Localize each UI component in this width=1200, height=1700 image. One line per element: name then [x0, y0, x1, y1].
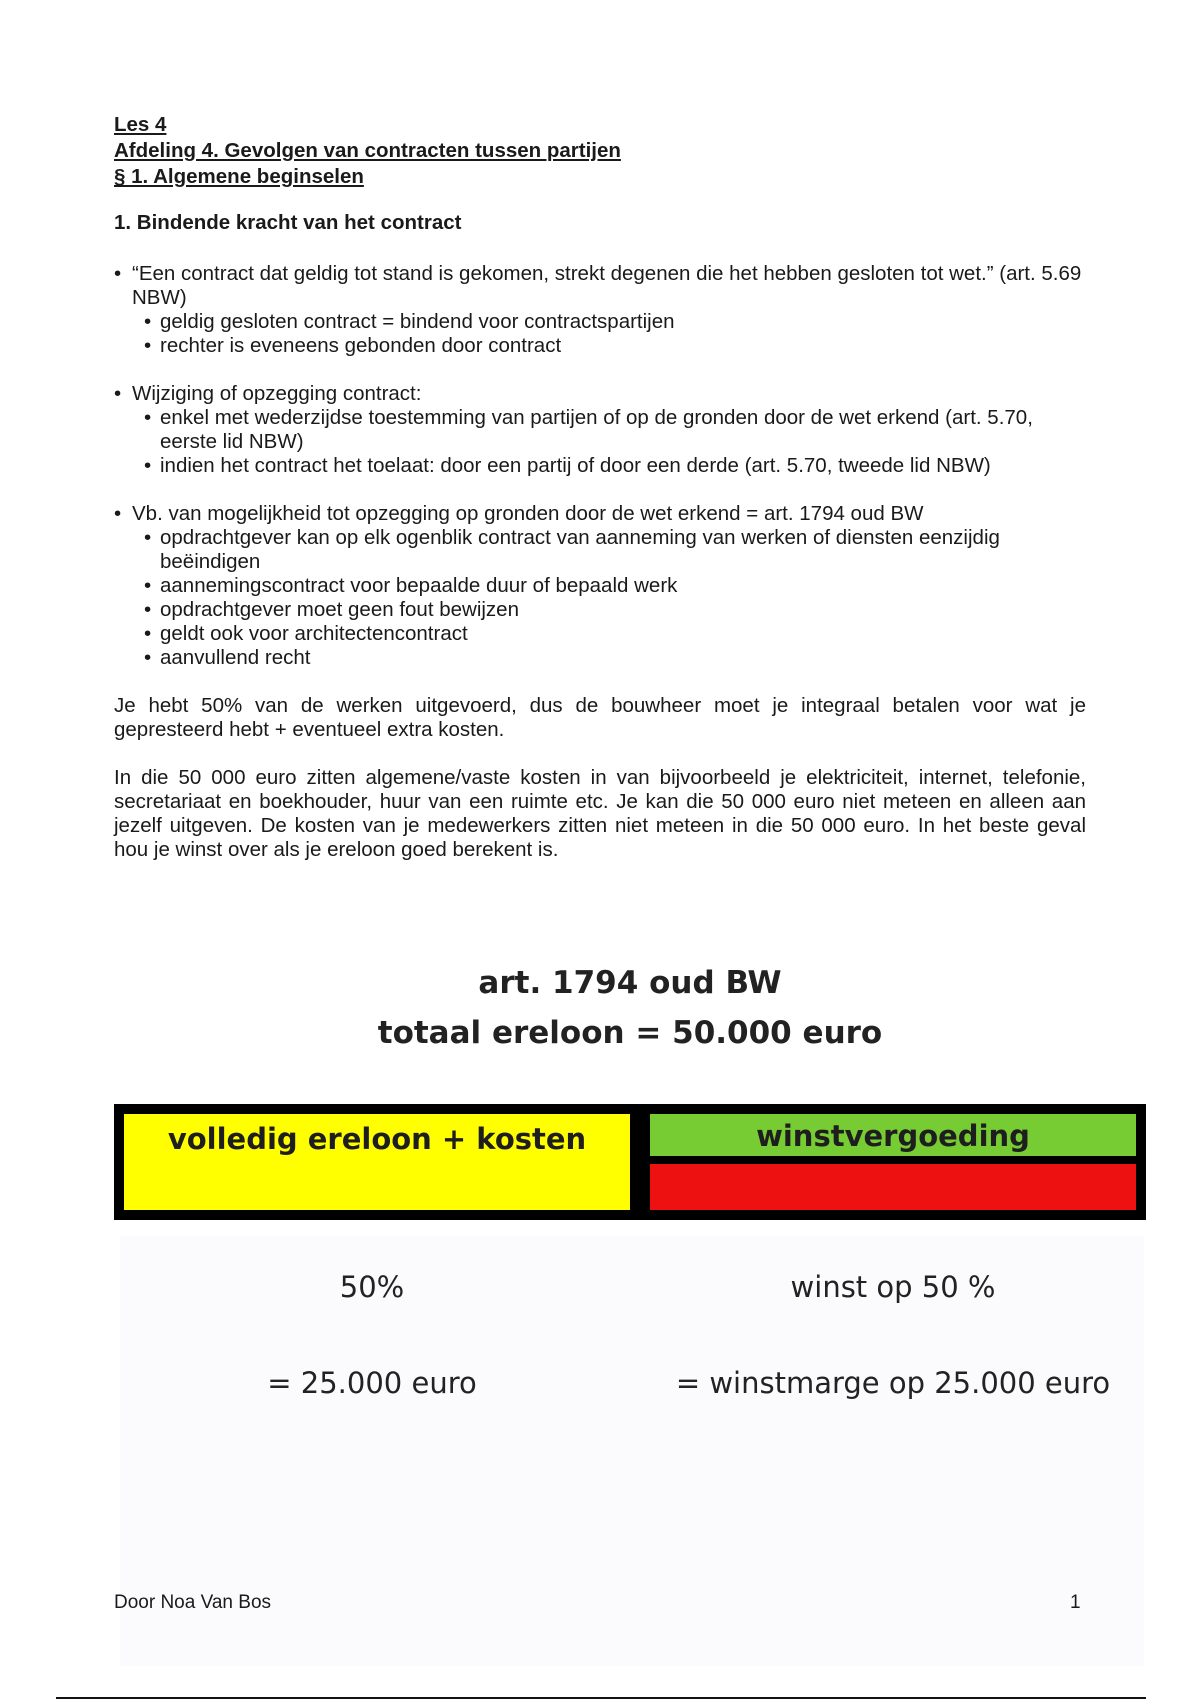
page-bottom-divider	[56, 1697, 1146, 1699]
full-fee-box	[124, 1114, 630, 1210]
sub-bullet-item: • aanvullend recht	[114, 646, 1086, 670]
bullet-group-1	[114, 262, 1086, 358]
profit-compensation-box: winstvergoeding	[650, 1114, 1136, 1156]
paragraph-heading: § 1. Algemene beginselen	[114, 165, 364, 188]
bullet-group-2	[114, 382, 1086, 478]
right-percent-label: winst op 50 %	[790, 1270, 996, 1304]
bullet-group-3	[114, 502, 1086, 670]
footer-page-number: 1	[1070, 1592, 1081, 1613]
paragraph-costs: In die 50 000 euro zitten algemene/vaste kosten in van bijvoorbeeld je elektriciteit, internet, telefonie, secretariaat en boekhouder, huur van een ruimte etc. Je kan die 50 000 euro niet meteen en alleen aan jezelf uitgeven. De kosten van je medewerkers zitten niet meteen in die 50 000 euro. In het beste geval hou je winst over als je ereloon goed berekent is.	[114, 766, 1086, 861]
loss-box	[650, 1164, 1136, 1210]
paragraph-work-done: Je hebt 50% van de werken uitgevoerd, dus de bouwheer moet je integraal betalen voor wat je gepresteerd hebt + eventueel extra kosten.	[114, 694, 1086, 741]
sub-bullet-item: • aannemingscontract voor bepaalde duur of bepaald werk	[114, 574, 1086, 598]
sub-bullet-item: • opdrachtgever moet geen fout bewijzen	[114, 598, 1086, 622]
left-amount-label: = 25.000 euro	[267, 1366, 477, 1400]
sub-bullet-item: • enkel met wederzijdse toestemming van partijen of op de gronden door de wet erkend (art. 5.70, eerste lid NBW)	[114, 406, 1086, 454]
diagram-title-article: art. 1794 oud BW	[478, 965, 782, 1001]
full-fee-label: volledig ereloon + kosten	[167, 1122, 587, 1156]
bullet-item: • “Een contract dat geldig tot stand is gekomen, strekt degenen die het hebben gesloten tot wet.” (art. 5.69 NBW)	[114, 262, 1086, 310]
document-body	[114, 112, 1086, 862]
sub-bullet-item: • geldig gesloten contract = bindend voor contractspartijen	[114, 310, 1086, 334]
lesson-heading: Les 4	[114, 113, 167, 136]
fee-diagram-frame	[114, 1104, 1146, 1220]
left-percent-label: 50%	[339, 1270, 405, 1304]
right-amount-label: = winstmarge op 25.000 euro	[675, 1366, 1111, 1400]
diagram-title-total: totaal ereloon = 50.000 euro	[377, 1015, 883, 1051]
sub-bullet-item: • geldt ook voor architectencontract	[114, 622, 1086, 646]
sub-bullet-item: • indien het contract het toelaat: door een partij of door een derde (art. 5.70, tweede lid NBW)	[114, 454, 1086, 478]
footer-author: Door Noa Van Bos	[114, 1592, 272, 1613]
sub-bullet-item: • rechter is eveneens gebonden door contract	[114, 334, 1086, 358]
division-heading: Afdeling 4. Gevolgen van contracten tussen partijen	[114, 139, 621, 162]
bullet-item: • Vb. van mogelijkheid tot opzegging op gronden door de wet erkend = art. 1794 oud BW	[114, 502, 1086, 526]
section-title: 1. Bindende kracht van het contract	[114, 211, 462, 234]
bullet-item: • Wijziging of opzegging contract:	[114, 382, 1086, 406]
sub-bullet-item: • opdrachtgever kan op elk ogenblik contract van aanneming van werken of diensten eenzijdig beëindigen	[114, 526, 1086, 574]
